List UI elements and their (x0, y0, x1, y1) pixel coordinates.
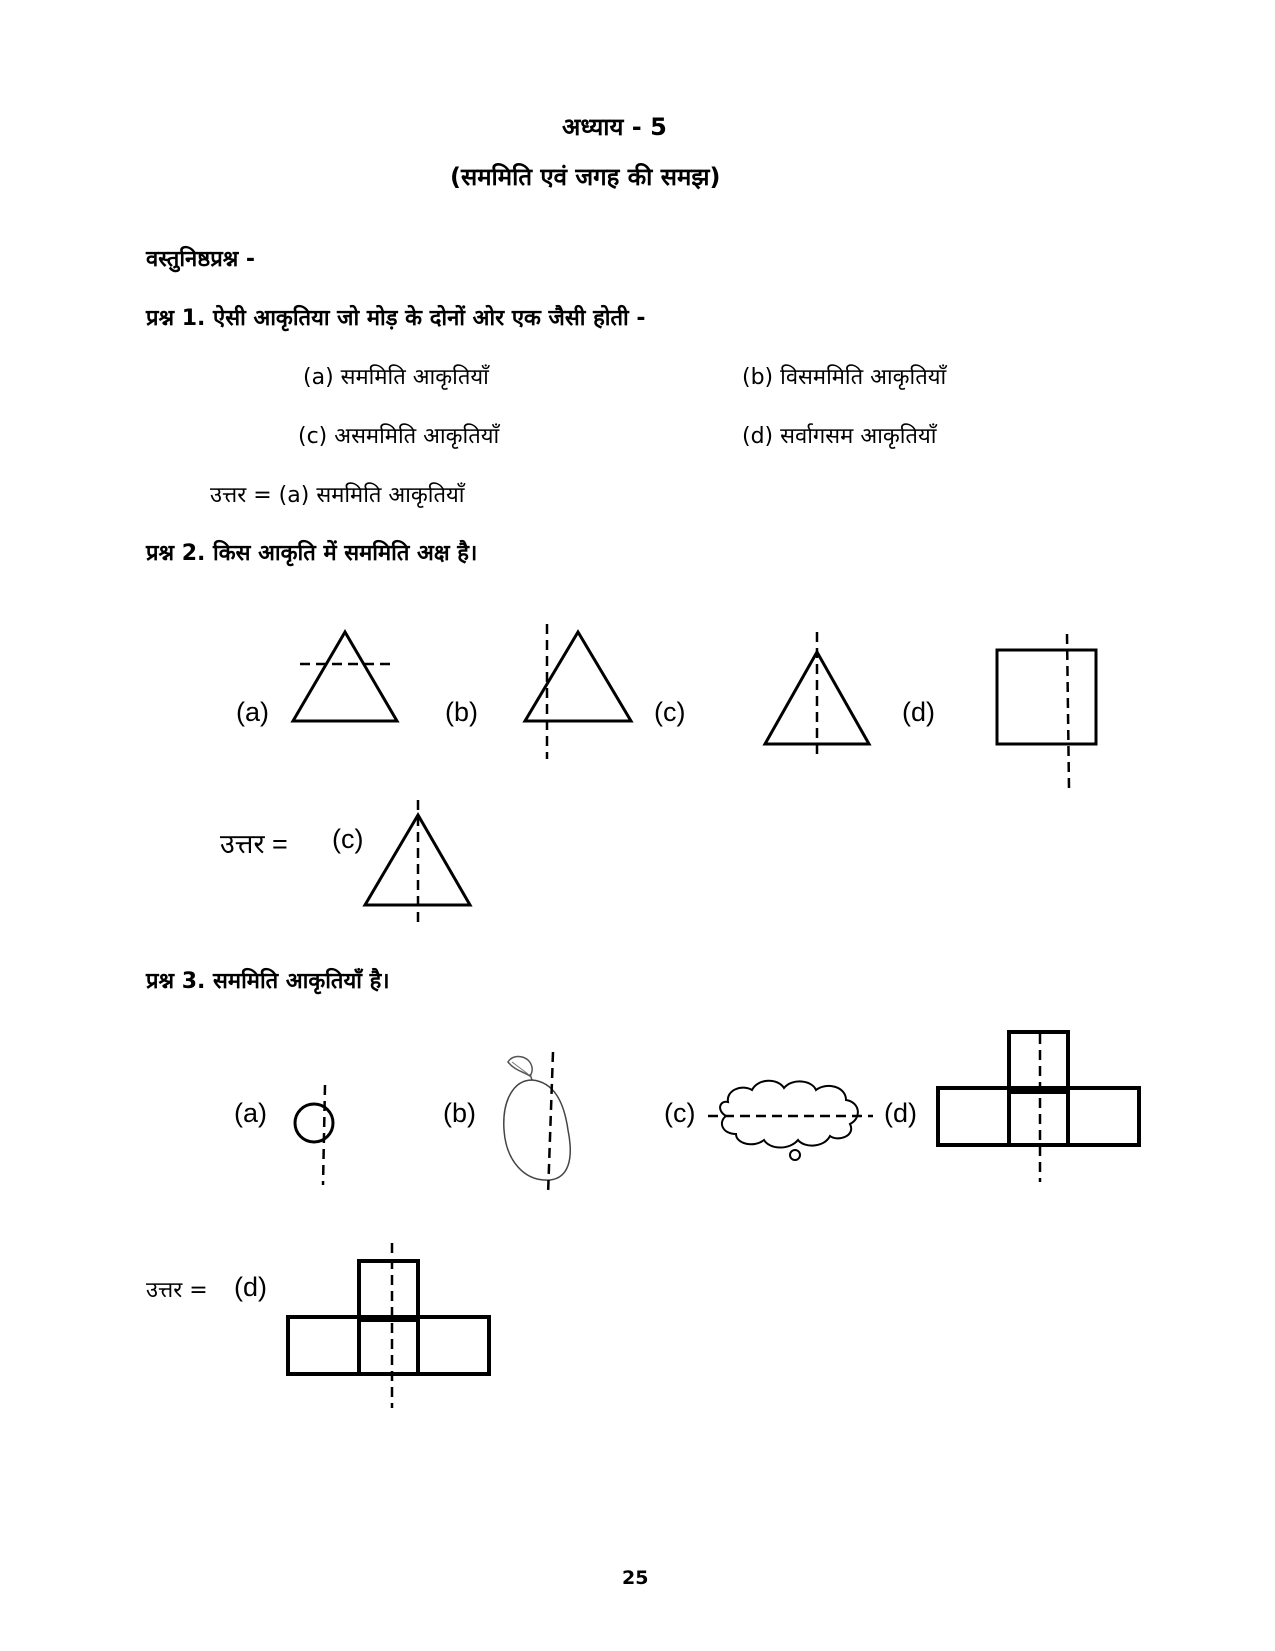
q2-label-a: (a) (236, 697, 269, 727)
q2-figure-c-triangle (762, 632, 882, 757)
question-2: प्रश्न 2. किस आकृति में सममिति अक्ष है। (146, 541, 478, 566)
q3-figure-c-cloud (708, 1072, 873, 1162)
chapter-title: अध्याय - 5 (562, 113, 667, 141)
q2-label-c: (c) (654, 697, 686, 727)
question-3: प्रश्न 3. सममिति आकृतियाँ है। (146, 969, 390, 994)
q1-option-d: (d) सर्वागसम आकृतियाँ (742, 424, 937, 449)
q3-figure-b-mango (498, 1050, 588, 1195)
q2-answer-triangle (362, 800, 482, 925)
q3-label-a: (a) (234, 1098, 267, 1128)
q3-label-d: (d) (884, 1098, 917, 1128)
q2-label-b: (b) (445, 697, 478, 727)
q3-answer-label: (d) (234, 1272, 267, 1302)
q2-figure-a-triangle (290, 628, 410, 728)
q3-figure-d-t-shape (934, 1022, 1144, 1182)
section-heading: वस्तुनिष्ठप्रश्न - (146, 247, 256, 272)
q2-answer-prefix: उत्तर = (220, 829, 288, 859)
q3-label-b: (b) (443, 1098, 476, 1128)
q1-option-b: (b) विसममिति आकृतियाँ (742, 365, 947, 390)
q1-answer: उत्तर = (a) सममिति आकृतियाँ (210, 483, 465, 508)
question-1: प्रश्न 1. ऐसी आकृतिया जो मोड़ के दोनों ओर एक जैसी होती - (146, 306, 646, 331)
chapter-subtitle: (सममिति एवं जगह की समझ) (450, 163, 721, 191)
page-number: 25 (622, 1567, 649, 1589)
q1-option-a: (a) सममिति आकृतियाँ (303, 365, 489, 390)
q2-figure-d-square (994, 634, 1104, 789)
q3-answer-t-shape (286, 1243, 496, 1408)
q2-label-d: (d) (902, 697, 935, 727)
q2-answer-label: (c) (332, 824, 364, 854)
q2-figure-b-triangle (520, 624, 640, 759)
q1-option-c: (c) असममिति आकृतियाँ (298, 424, 500, 449)
q3-figure-a-circle (293, 1085, 343, 1185)
q3-answer-prefix: उत्तर = (146, 1278, 208, 1303)
q3-label-c: (c) (664, 1098, 696, 1128)
